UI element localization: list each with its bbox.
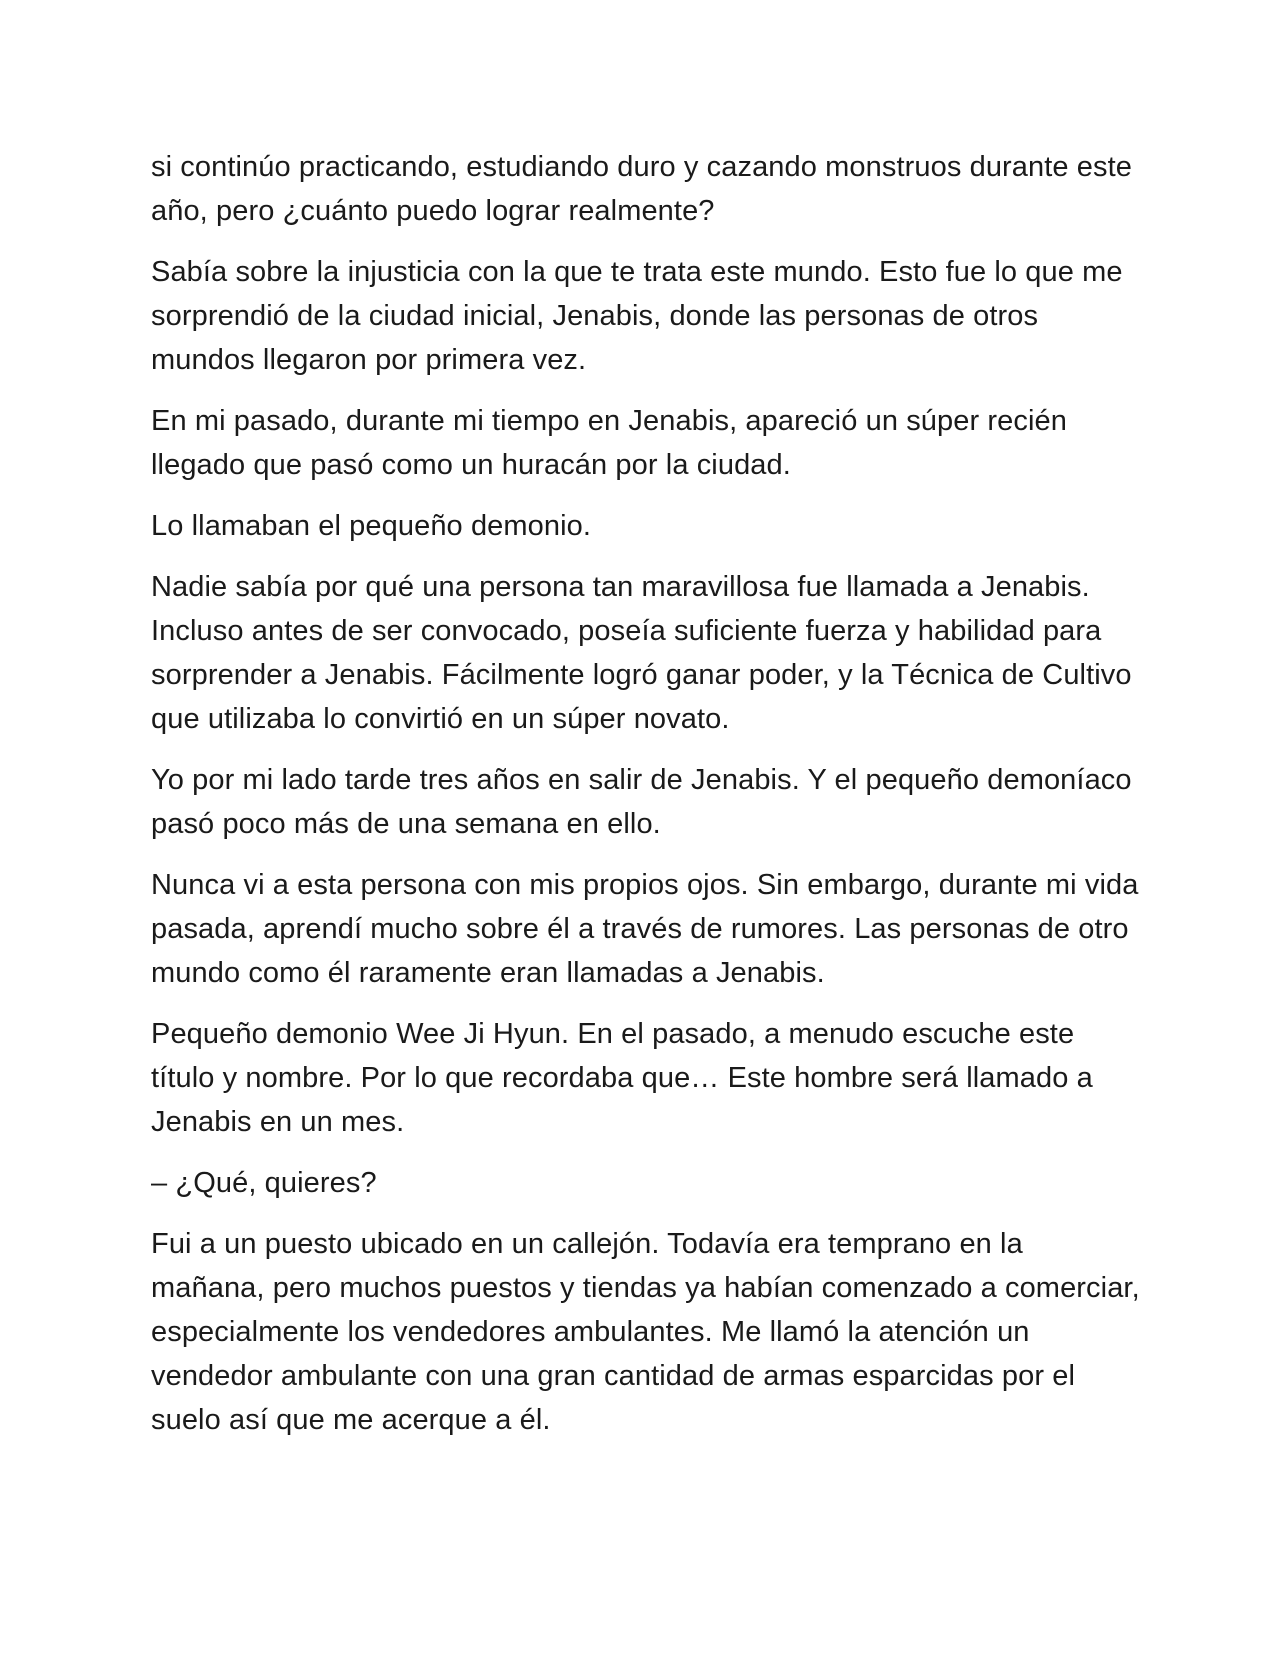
document-page (151, 145, 1141, 1459)
paragraph-7: Nunca vi a esta persona con mis propios ojos. Sin embargo, durante mi vida pasada, aprendí mucho sobre él a través de rumores. Las personas de otro mundo como él raramente eran llamadas a Jenabis. (151, 869, 1139, 989)
dialogue-line: – ¿Qué, quieres? (151, 1167, 377, 1199)
paragraph-1: si continúo practicando, estudiando duro y cazando monstruos durante este año, pero ¿cuánto puedo lograr realmente? (151, 151, 1133, 227)
paragraph-10: Fui a un puesto ubicado en un callejón. Todavía era temprano en la mañana, pero muchos puestos y tiendas ya habían comenzado a comerciar, especialmente los vendedores ambulantes. Me llamó la atención un vendedor ambulante con una gran cantidad de armas esparcidas por el suelo así que me acerque a él. (151, 1228, 1140, 1436)
paragraph-8: Pequeño demonio Wee Ji Hyun. En el pasado, a menudo escuche este título y nombre. Por lo que recordaba que… Este hombre será llamado a Jenabis en un mes. (151, 1018, 1093, 1138)
paragraph-4: Lo llamaban el pequeño demonio. (151, 510, 592, 542)
paragraph-6: Yo por mi lado tarde tres años en salir de Jenabis. Y el pequeño demoníaco pasó poco más de una semana en ello. (151, 764, 1132, 840)
paragraph-5: Nadie sabía por qué una persona tan maravillosa fue llamada a Jenabis. Incluso antes de ser convocado, poseía suficiente fuerza y habilidad para sorprender a Jenabis. Fácilmente logró ganar poder, y la Técnica de Cultivo que utilizaba lo convirtió en un súper novato. (151, 571, 1132, 735)
paragraph-2: Sabía sobre la injusticia con la que te trata este mundo. Esto fue lo que me sorprendió de la ciudad inicial, Jenabis, donde las personas de otros mundos llegaron por primera vez. (151, 256, 1123, 376)
paragraph-3: En mi pasado, durante mi tiempo en Jenabis, apareció un súper recién llegado que pasó como un huracán por la ciudad. (151, 405, 1067, 481)
